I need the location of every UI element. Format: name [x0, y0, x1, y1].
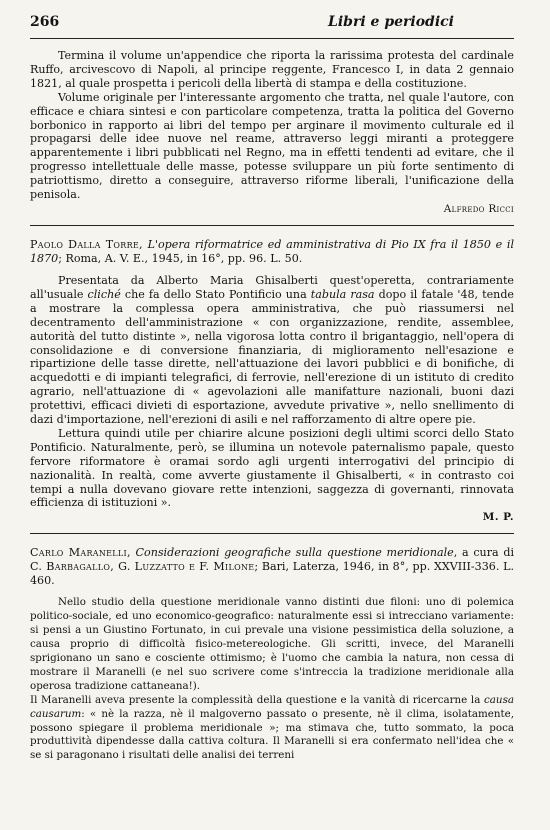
section-divider: [30, 533, 514, 534]
bibliographic-entry: [30, 238, 514, 266]
reviewer-signature: Alfredo Ricci: [443, 202, 514, 215]
paragraph: Volume originale per l'interessante argomento che tratta, nel quale l'autore, con efficace e chiara sintesi e con particolare competenza, tratta la politica del Governo borbonico in rapporto ai libri del tempo per arginare il movimento culturale ed il propagarsi delle idee nuove nel reame, attraverso leggi miranti a proteggere apparentemente i libri pubblicati nel Regno, ma in effetti tendenti ad evitare, che il progresso intellettuale delle masse, potesse sviluppare un più forte sentimento di patriottismo, diretto a conseguire, attraverso riforme liberali, l'unificazione della penisola.: [30, 90, 514, 202]
book-publication: ; Roma, A. V. E., 1945, in 16°, pp. 96. L. 50.: [58, 251, 303, 265]
review-ruffo: [30, 49, 514, 215]
book-author: Paolo Dalla Torre,: [30, 237, 143, 251]
page-number: 266: [30, 14, 60, 30]
paragraph: Lettura quindi utile per chiarire alcune posizioni degli ultimi scorci dello Stato Pontificio. Naturalmente, però, se illumina un notevole paternalismo papale, questo fervore riformatore è oramai sordo agli urgenti interrogativi del principio di nazionalità. In realtà, come avverte giustamente il Ghisalberti, « in contrasto coi tempi a nulla dovevano giovare rette intenzioni, saggezza di governanti, rinnovata efficienza di istituzioni ».: [30, 426, 514, 510]
paragraph: Il Maranelli aveva presente la complessità della questione e la vanità di ricercarne la causa causarum: « nè la razza, nè il malgoverno passato o presente, nè il clima, isolatamente, possono spiegare il problema meridionale »; ma stimava che, tutto sommato, la poca produttività dipendesse dalla cattiva coltura. Il Maranelli si era confermato nell'idea che « se si paragonano i risultati delle analisi dei terreni: [30, 693, 514, 762]
running-head: [30, 14, 514, 34]
header-rule: [30, 38, 514, 39]
paragraph: Nello studio della questione meridionale vanno distinti due filoni: uno di polemica politico-sociale, ed uno economico-geografico: naturalmente essi si intrecciano variamente: si pensi a un Giustino Fortunato, in cui prevale una visione pessimistica della soluzione, a causa proprio di difficoltà fisico-metereologiche. Gli scritti, invece, del Maranelli sprigionano un sano e cosciente ottimismo; è l'uomo che cambia la natura, non cessa di mostrare il Maranelli (e nel suo scrivere come s'intreccia la tradizione meridionale alla operosa tradizione cattaneana!).: [30, 596, 514, 692]
review-dalla-torre: [30, 238, 514, 523]
book-title: Considerazioni geografiche sulla questione meridionale: [135, 546, 454, 560]
paragraph: Presentata da Alberto Maria Ghisalberti quest'operetta, contrariamente all'usuale cliché che fa dello Stato Pontificio una tabula rasa dopo il fatale '48, tende a mostrare la complessa opera amministrativa, che può riassumersi nel decentramento dell'amministrazione « con organizzazione, rendite, assemblee, autorità del tutto distinte », nella vigorosa lotta contro il brigantaggio, nell'opera di consolidazione e di conversione finanziaria, di miglioramento nell'esazione e ripartizione delle tasse dirette, nell'attuazione dei lavori pubblici e di bonifiche, di acquedotti e di impianti telegrafici, di ferrovie, nell'erezione di un istituto di credito agrario, nell'attuazione di « agevolazioni alle manifatture nazionali, buoni dazi protettivi, efficaci divieti di esportazione, avvedute privative », nello snellimento di dazi d'importazione, nell'erezioni di asili e nel rafforzamento di altre opere pie.: [30, 273, 514, 427]
review-maranelli: [30, 546, 514, 763]
book-title: L'opera riformatrice ed amministrativa di Pio IX fra il 1850 e il 1870: [30, 237, 515, 265]
book-editors: C. Barbagallo, G. Luzzatto e F. Milone: [30, 560, 255, 574]
section-divider: [30, 225, 514, 226]
running-title: Libri e periodici: [328, 14, 454, 30]
bibliographic-entry: Carlo Maranelli, Considerazioni geografiche sulla questione meridionale, a cura di C. Barbagallo, G. Luzzatto e F. Milone; Bari, Laterza, 1946, in 8°, pp. XXVIII-336. L. 460.: [30, 546, 515, 588]
book-author: Carlo Maranelli,: [30, 546, 131, 560]
reviewer-signature: M. P.: [482, 511, 514, 524]
paragraph: Termina il volume un'appendice che riporta la rarissima protesta del cardinale Ruffo, arcivescovo di Napoli, al principe reggente, Francesco I, in data 2 gennaio 1821, al quale prospetta i pericoli della libertà di stampa e della costituzione.: [30, 49, 514, 90]
